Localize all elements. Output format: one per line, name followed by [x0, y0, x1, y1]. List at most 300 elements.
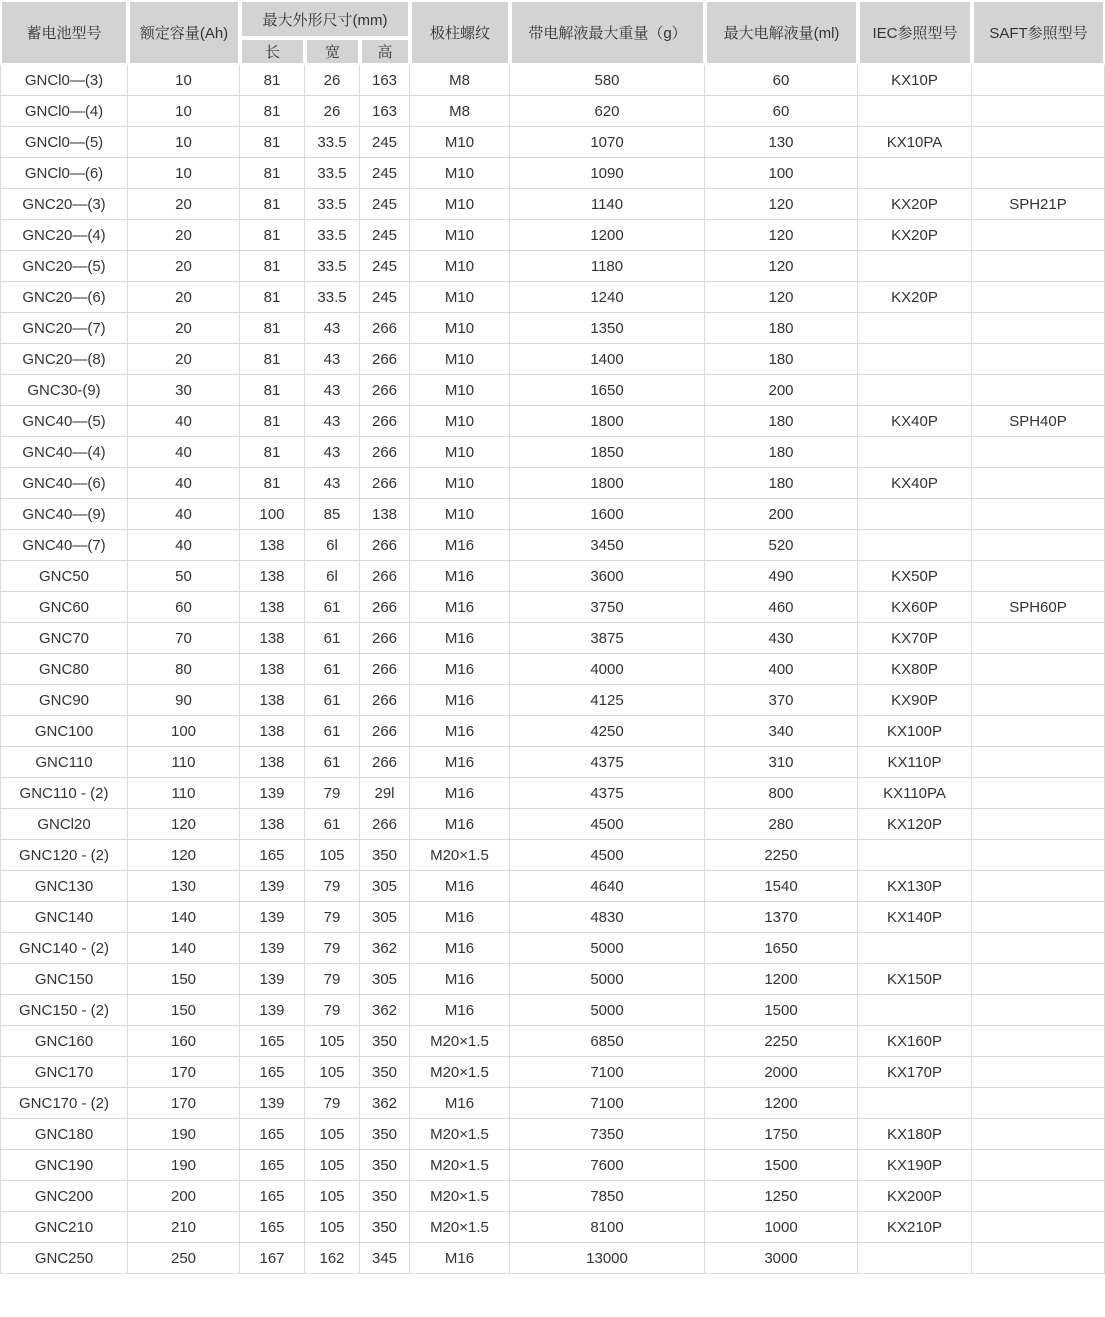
table-cell: 61 — [305, 809, 360, 840]
table-cell: 1200 — [510, 220, 705, 251]
table-cell: M10 — [410, 313, 510, 344]
table-cell: 4500 — [510, 840, 705, 871]
table-cell: 305 — [360, 902, 410, 933]
table-cell: 200 — [705, 499, 858, 530]
table-cell: 266 — [360, 809, 410, 840]
table-cell: 1200 — [705, 1088, 858, 1119]
table-cell — [972, 1119, 1105, 1150]
table-cell: 5000 — [510, 995, 705, 1026]
table-cell: 50 — [128, 561, 240, 592]
table-cell: 3875 — [510, 623, 705, 654]
table-cell: M16 — [410, 685, 510, 716]
table-cell: 85 — [305, 499, 360, 530]
table-cell: 266 — [360, 716, 410, 747]
table-cell: GNC200 — [0, 1181, 128, 1212]
table-cell: 40 — [128, 437, 240, 468]
table-cell: KX170P — [858, 1057, 972, 1088]
table-cell: 43 — [305, 313, 360, 344]
table-cell: 1180 — [510, 251, 705, 282]
table-cell: KX40P — [858, 406, 972, 437]
col-header-length: 长 — [240, 38, 305, 65]
table-cell: 1800 — [510, 468, 705, 499]
table-cell — [972, 344, 1105, 375]
table-cell: 79 — [305, 871, 360, 902]
table-cell: KX150P — [858, 964, 972, 995]
table-cell: 350 — [360, 1026, 410, 1057]
table-cell: 7600 — [510, 1150, 705, 1181]
table-row — [0, 654, 1105, 685]
table-cell: 81 — [240, 282, 305, 313]
table-cell: KX120P — [858, 809, 972, 840]
table-cell: M10 — [410, 220, 510, 251]
table-cell: 350 — [360, 1181, 410, 1212]
table-cell: GNC170 - (2) — [0, 1088, 128, 1119]
table-cell: 362 — [360, 995, 410, 1026]
table-cell: 266 — [360, 313, 410, 344]
table-cell: M10 — [410, 127, 510, 158]
table-cell: GNC60 — [0, 592, 128, 623]
table-cell: 61 — [305, 623, 360, 654]
table-cell: 1250 — [705, 1181, 858, 1212]
table-row — [0, 437, 1105, 468]
table-cell: GNC250 — [0, 1243, 128, 1274]
table-cell: 1370 — [705, 902, 858, 933]
table-cell: 43 — [305, 375, 360, 406]
table-cell: 10 — [128, 127, 240, 158]
table-cell: M16 — [410, 933, 510, 964]
table-cell — [858, 158, 972, 189]
col-header-weight: 带电解液最大重量（g） — [510, 0, 705, 65]
table-cell: 350 — [360, 1150, 410, 1181]
table-cell: M16 — [410, 902, 510, 933]
table-cell: 6l — [305, 561, 360, 592]
table-cell: 163 — [360, 65, 410, 96]
table-cell: 61 — [305, 716, 360, 747]
table-cell: GNC180 — [0, 1119, 128, 1150]
table-cell: GNC210 — [0, 1212, 128, 1243]
table-cell: M10 — [410, 251, 510, 282]
table-cell: 139 — [240, 964, 305, 995]
table-cell — [972, 499, 1105, 530]
table-cell: 620 — [510, 96, 705, 127]
table-cell: M16 — [410, 1088, 510, 1119]
table-cell: 138 — [240, 747, 305, 778]
table-cell: 5000 — [510, 933, 705, 964]
table-cell: 3600 — [510, 561, 705, 592]
table-row — [0, 747, 1105, 778]
table-cell — [858, 313, 972, 344]
table-cell: 120 — [705, 282, 858, 313]
table-cell: KX20P — [858, 282, 972, 313]
table-cell: GNC170 — [0, 1057, 128, 1088]
table-cell: M10 — [410, 437, 510, 468]
table-cell: KX10PA — [858, 127, 972, 158]
table-cell: 1650 — [510, 375, 705, 406]
table-cell: 10 — [128, 158, 240, 189]
table-cell: 20 — [128, 313, 240, 344]
table-cell — [972, 1088, 1105, 1119]
table-row — [0, 468, 1105, 499]
table-cell: 7100 — [510, 1088, 705, 1119]
table-cell: 3450 — [510, 530, 705, 561]
table-cell: KX60P — [858, 592, 972, 623]
table-cell: 350 — [360, 840, 410, 871]
table-cell: 180 — [705, 406, 858, 437]
table-cell: 60 — [705, 96, 858, 127]
table-cell: 266 — [360, 406, 410, 437]
table-cell: 70 — [128, 623, 240, 654]
table-cell: 180 — [705, 313, 858, 344]
table-cell: 120 — [705, 251, 858, 282]
table-cell: GNC40—(9) — [0, 499, 128, 530]
table-cell: 40 — [128, 468, 240, 499]
table-cell: 266 — [360, 468, 410, 499]
table-cell: KX110PA — [858, 778, 972, 809]
table-cell: 140 — [128, 933, 240, 964]
table-cell: 79 — [305, 933, 360, 964]
table-cell: 29l — [360, 778, 410, 809]
table-cell: 180 — [705, 437, 858, 468]
table-cell: 60 — [128, 592, 240, 623]
table-row — [0, 871, 1105, 902]
table-cell — [972, 251, 1105, 282]
table-cell: 580 — [510, 65, 705, 96]
table-cell: 81 — [240, 437, 305, 468]
table-cell: 165 — [240, 1026, 305, 1057]
table-cell: 105 — [305, 1119, 360, 1150]
table-cell: KX20P — [858, 220, 972, 251]
table-cell: GNCl0—(3) — [0, 65, 128, 96]
table-row — [0, 592, 1105, 623]
table-cell: 266 — [360, 685, 410, 716]
table-cell: GNC150 - (2) — [0, 995, 128, 1026]
table-cell — [972, 1057, 1105, 1088]
table-cell: GNC110 - (2) — [0, 778, 128, 809]
table-cell: GNC40—(7) — [0, 530, 128, 561]
table-cell: 2250 — [705, 840, 858, 871]
table-cell: M20×1.5 — [410, 1057, 510, 1088]
table-row — [0, 313, 1105, 344]
table-cell: M10 — [410, 375, 510, 406]
table-cell: 81 — [240, 406, 305, 437]
table-cell: 4500 — [510, 809, 705, 840]
header-row-top — [0, 0, 1105, 38]
col-header-capacity: 额定容量(Ah) — [128, 0, 240, 65]
table-cell: 1750 — [705, 1119, 858, 1150]
table-cell: 167 — [240, 1243, 305, 1274]
table-cell: 81 — [240, 65, 305, 96]
table-cell: 165 — [240, 840, 305, 871]
table-cell: 245 — [360, 127, 410, 158]
col-header-width: 宽 — [305, 38, 360, 65]
table-cell: M10 — [410, 158, 510, 189]
table-cell — [858, 499, 972, 530]
table-cell: 33.5 — [305, 251, 360, 282]
table-cell: 1140 — [510, 189, 705, 220]
table-row — [0, 623, 1105, 654]
table-row — [0, 1026, 1105, 1057]
table-cell: 4375 — [510, 747, 705, 778]
table-cell: 40 — [128, 499, 240, 530]
table-cell: KX160P — [858, 1026, 972, 1057]
table-cell: 80 — [128, 654, 240, 685]
table-cell: 81 — [240, 375, 305, 406]
table-cell — [972, 1243, 1105, 1274]
table-cell: KX140P — [858, 902, 972, 933]
col-header-dimensions: 最大外形尺寸(mm) — [240, 0, 410, 38]
table-cell: M10 — [410, 499, 510, 530]
table-cell — [858, 251, 972, 282]
table-cell: 1090 — [510, 158, 705, 189]
table-cell: SPH60P — [972, 592, 1105, 623]
table-cell: M16 — [410, 995, 510, 1026]
table-cell: 1800 — [510, 406, 705, 437]
table-cell: 33.5 — [305, 282, 360, 313]
table-cell: 245 — [360, 158, 410, 189]
table-cell: 81 — [240, 158, 305, 189]
table-cell: 170 — [128, 1057, 240, 1088]
table-cell: 245 — [360, 251, 410, 282]
table-cell: 26 — [305, 96, 360, 127]
table-cell: GNC40—(4) — [0, 437, 128, 468]
table-cell: 10 — [128, 96, 240, 127]
table-cell: 4000 — [510, 654, 705, 685]
table-row — [0, 685, 1105, 716]
table-cell: KX50P — [858, 561, 972, 592]
table-cell: 460 — [705, 592, 858, 623]
table-cell: M16 — [410, 778, 510, 809]
table-cell: 305 — [360, 964, 410, 995]
col-header-height: 高 — [360, 38, 410, 65]
table-cell — [858, 344, 972, 375]
table-cell: 90 — [128, 685, 240, 716]
table-cell: 350 — [360, 1057, 410, 1088]
table-cell: 162 — [305, 1243, 360, 1274]
table-cell — [972, 468, 1105, 499]
table-cell: 266 — [360, 623, 410, 654]
table-cell — [972, 654, 1105, 685]
col-header-saft: SAFT参照型号 — [972, 0, 1105, 65]
table-row — [0, 282, 1105, 313]
table-cell: 266 — [360, 530, 410, 561]
table-row — [0, 251, 1105, 282]
table-cell: 1400 — [510, 344, 705, 375]
table-row — [0, 530, 1105, 561]
table-cell: 1070 — [510, 127, 705, 158]
table-cell — [972, 65, 1105, 96]
table-cell: GNCl0—(4) — [0, 96, 128, 127]
table-cell: 61 — [305, 654, 360, 685]
table-cell — [972, 716, 1105, 747]
table-cell: 4640 — [510, 871, 705, 902]
table-cell: 139 — [240, 902, 305, 933]
table-cell: 1200 — [705, 964, 858, 995]
table-cell: M16 — [410, 716, 510, 747]
table-cell: GNC20—(5) — [0, 251, 128, 282]
table-row — [0, 406, 1105, 437]
table-row — [0, 1212, 1105, 1243]
table-row — [0, 809, 1105, 840]
table-cell — [858, 933, 972, 964]
table-row — [0, 1119, 1105, 1150]
table-cell — [972, 995, 1105, 1026]
table-cell: 138 — [240, 654, 305, 685]
table-cell: 138 — [360, 499, 410, 530]
table-row — [0, 933, 1105, 964]
table-cell: 362 — [360, 933, 410, 964]
table-cell: 1240 — [510, 282, 705, 313]
table-cell: 1600 — [510, 499, 705, 530]
table-cell: 81 — [240, 96, 305, 127]
table-cell: 13000 — [510, 1243, 705, 1274]
table-cell: 210 — [128, 1212, 240, 1243]
table-cell: 100 — [240, 499, 305, 530]
table-cell: 6l — [305, 530, 360, 561]
table-cell: GNC130 — [0, 871, 128, 902]
table-cell: M16 — [410, 964, 510, 995]
table-cell: 3000 — [705, 1243, 858, 1274]
table-cell: 4250 — [510, 716, 705, 747]
table-cell: 165 — [240, 1150, 305, 1181]
table-cell: 280 — [705, 809, 858, 840]
table-cell: 8100 — [510, 1212, 705, 1243]
table-cell: M20×1.5 — [410, 840, 510, 871]
table-cell: M16 — [410, 871, 510, 902]
table-cell: M10 — [410, 282, 510, 313]
table-cell: 1500 — [705, 995, 858, 1026]
table-cell: 160 — [128, 1026, 240, 1057]
table-cell: 139 — [240, 778, 305, 809]
table-cell: 20 — [128, 282, 240, 313]
table-cell: GNC20—(8) — [0, 344, 128, 375]
table-cell: M16 — [410, 747, 510, 778]
table-cell: 20 — [128, 189, 240, 220]
table-cell — [972, 1212, 1105, 1243]
table-cell: KX100P — [858, 716, 972, 747]
table-cell — [972, 623, 1105, 654]
table-row — [0, 995, 1105, 1026]
table-cell — [972, 1026, 1105, 1057]
table-cell: 79 — [305, 964, 360, 995]
table-row — [0, 96, 1105, 127]
table-cell: 79 — [305, 1088, 360, 1119]
table-cell: 100 — [705, 158, 858, 189]
table-cell: 43 — [305, 437, 360, 468]
table-cell: GNC160 — [0, 1026, 128, 1057]
table-cell: 33.5 — [305, 220, 360, 251]
table-cell: M16 — [410, 623, 510, 654]
table-cell: 163 — [360, 96, 410, 127]
table-cell: 120 — [128, 840, 240, 871]
table-cell — [972, 561, 1105, 592]
table-cell: GNCl0—(5) — [0, 127, 128, 158]
table-cell: 138 — [240, 809, 305, 840]
table-cell: 43 — [305, 406, 360, 437]
col-header-electrolyte: 最大电解液量(ml) — [705, 0, 858, 65]
table-cell: M16 — [410, 654, 510, 685]
table-cell — [972, 437, 1105, 468]
table-cell: 33.5 — [305, 158, 360, 189]
table-row — [0, 220, 1105, 251]
table-cell: GNC120 - (2) — [0, 840, 128, 871]
table-cell: 4125 — [510, 685, 705, 716]
table-row — [0, 65, 1105, 96]
table-row — [0, 1181, 1105, 1212]
table-row — [0, 840, 1105, 871]
table-cell: 305 — [360, 871, 410, 902]
table-cell: GNC90 — [0, 685, 128, 716]
table-cell — [972, 964, 1105, 995]
table-cell: 1000 — [705, 1212, 858, 1243]
table-cell: GNCl0—(6) — [0, 158, 128, 189]
table-cell: GNC20—(6) — [0, 282, 128, 313]
table-cell: GNC30-(9) — [0, 375, 128, 406]
table-cell — [858, 530, 972, 561]
table-row — [0, 375, 1105, 406]
table-cell: 79 — [305, 778, 360, 809]
table-cell: 33.5 — [305, 127, 360, 158]
table-cell: 110 — [128, 747, 240, 778]
table-cell — [858, 995, 972, 1026]
table-row — [0, 158, 1105, 189]
table-cell — [972, 1181, 1105, 1212]
table-cell: 200 — [128, 1181, 240, 1212]
table-cell: M8 — [410, 65, 510, 96]
table-cell: 130 — [705, 127, 858, 158]
table-cell: GNC140 - (2) — [0, 933, 128, 964]
table-cell: 20 — [128, 344, 240, 375]
table-body — [0, 65, 1105, 1274]
table-cell — [972, 902, 1105, 933]
table-cell: 105 — [305, 1026, 360, 1057]
table-row — [0, 902, 1105, 933]
table-cell: 138 — [240, 685, 305, 716]
table-cell: GNC20—(3) — [0, 189, 128, 220]
table-cell: 81 — [240, 344, 305, 375]
table-cell: GNC20—(7) — [0, 313, 128, 344]
table-row — [0, 344, 1105, 375]
table-cell: 1350 — [510, 313, 705, 344]
table-cell: 266 — [360, 561, 410, 592]
table-cell: 105 — [305, 1150, 360, 1181]
table-cell: 138 — [240, 716, 305, 747]
table-cell: 40 — [128, 406, 240, 437]
table-cell: 180 — [705, 468, 858, 499]
table-cell: 165 — [240, 1181, 305, 1212]
table-cell: GNCl20 — [0, 809, 128, 840]
table-cell — [972, 871, 1105, 902]
table-cell: 20 — [128, 220, 240, 251]
table-cell: 81 — [240, 127, 305, 158]
table-cell: GNC40—(6) — [0, 468, 128, 499]
table-cell: GNC140 — [0, 902, 128, 933]
table-cell: GNC40—(5) — [0, 406, 128, 437]
table-cell: 81 — [240, 220, 305, 251]
table-cell: 250 — [128, 1243, 240, 1274]
table-cell — [858, 1243, 972, 1274]
table-cell: M20×1.5 — [410, 1150, 510, 1181]
table-cell: 266 — [360, 437, 410, 468]
table-cell: M16 — [410, 809, 510, 840]
col-header-model: 蓄电池型号 — [0, 0, 128, 65]
table-cell: M20×1.5 — [410, 1119, 510, 1150]
table-cell: 110 — [128, 778, 240, 809]
table-cell: 3750 — [510, 592, 705, 623]
table-cell: 30 — [128, 375, 240, 406]
table-cell: 26 — [305, 65, 360, 96]
table-cell: 61 — [305, 592, 360, 623]
table-cell: M20×1.5 — [410, 1181, 510, 1212]
